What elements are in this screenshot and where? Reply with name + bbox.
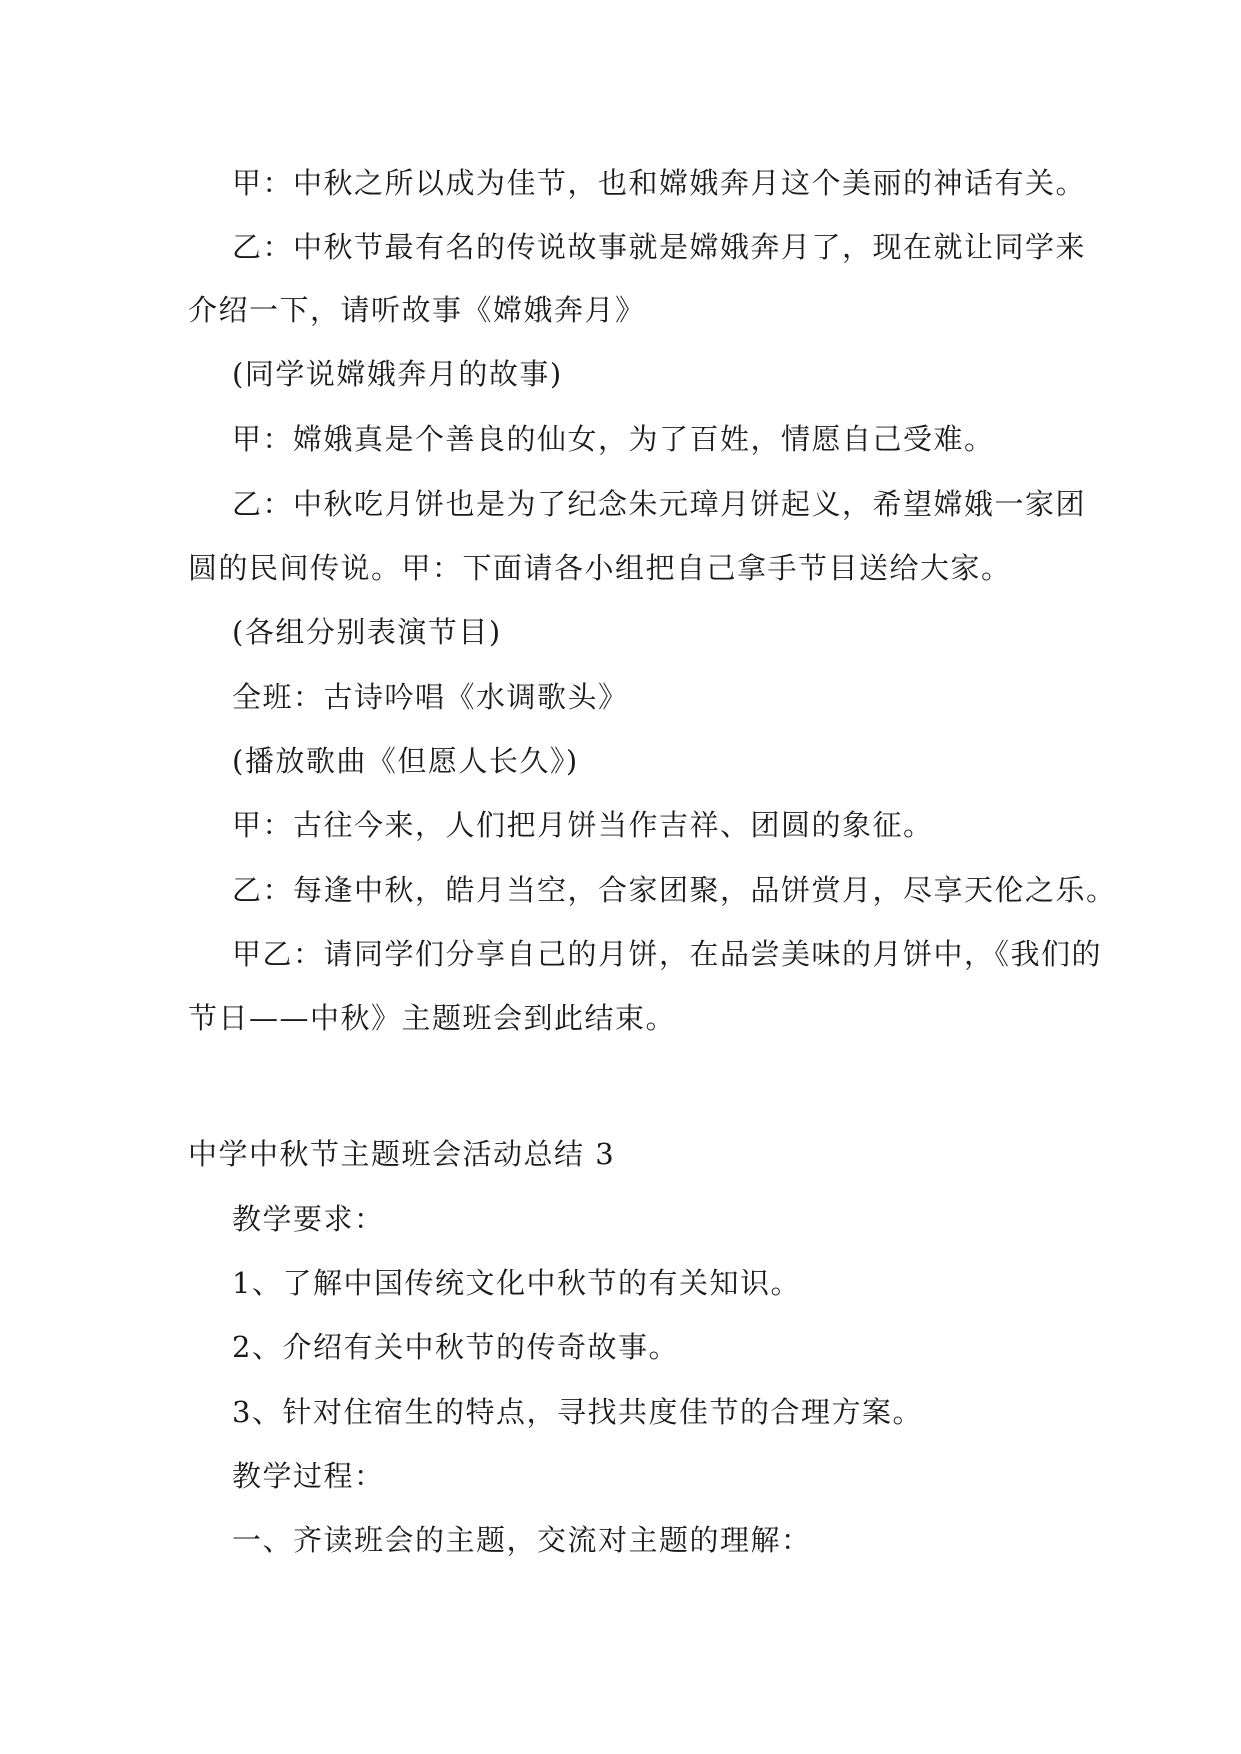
paragraph-line: 一、齐读班会的主题，交流对主题的理解： — [232, 1523, 812, 1557]
paragraph-line: 全班：古诗吟唱《水调歌头》 — [232, 680, 629, 714]
list-item: 2、介绍有关中秋节的传奇故事。 — [232, 1330, 679, 1364]
paragraph-line: 乙：中秋吃月饼也是为了纪念朱元璋月饼起义，希望嫦娥一家团 — [232, 487, 1087, 521]
paragraph-line: 介绍一下，请听故事《嫦娥奔月》 — [188, 293, 646, 327]
paragraph-line: 圆的民间传说。甲：下面请各小组把自己拿手节目送给大家。 — [188, 551, 1012, 585]
paragraph-line: 甲：嫦娥真是个善良的仙女，为了百姓，情愿自己受难。 — [232, 422, 995, 456]
paragraph-line: 甲：古往今来，人们把月饼当作吉祥、团圆的象征。 — [232, 808, 934, 842]
list-item: 1、了解中国传统文化中秋节的有关知识。 — [232, 1266, 801, 1300]
paragraph-line: (播放歌曲《但愿人长久》) — [232, 744, 579, 778]
list-item: 3、针对住宿生的特点，寻找共度佳节的合理方案。 — [232, 1395, 923, 1429]
paragraph-line: 乙：每逢中秋，皓月当空，合家团聚，品饼赏月，尽享天伦之乐。 — [232, 873, 1117, 907]
paragraph-line: (各组分别表演节目) — [232, 615, 502, 649]
paragraph-line: 教学过程： — [232, 1459, 385, 1493]
paragraph-line: 甲乙：请同学们分享自己的月饼，在品尝美味的月饼中，《我们的 — [232, 937, 1103, 971]
paragraph-line: 节日——中秋》主题班会到此结束。 — [188, 1001, 677, 1035]
paragraph-line: 甲：中秋之所以成为佳节，也和嫦娥奔月这个美丽的神话有关。 — [232, 166, 1087, 200]
paragraph-line: 乙：中秋节最有名的传说故事就是嫦娥奔月了，现在就让同学来 — [232, 230, 1087, 264]
paragraph-line: (同学说嫦娥奔月的故事) — [232, 357, 563, 391]
paragraph-line: 教学要求： — [232, 1202, 385, 1236]
section-heading: 中学中秋节主题班会活动总结 3 — [188, 1137, 616, 1171]
